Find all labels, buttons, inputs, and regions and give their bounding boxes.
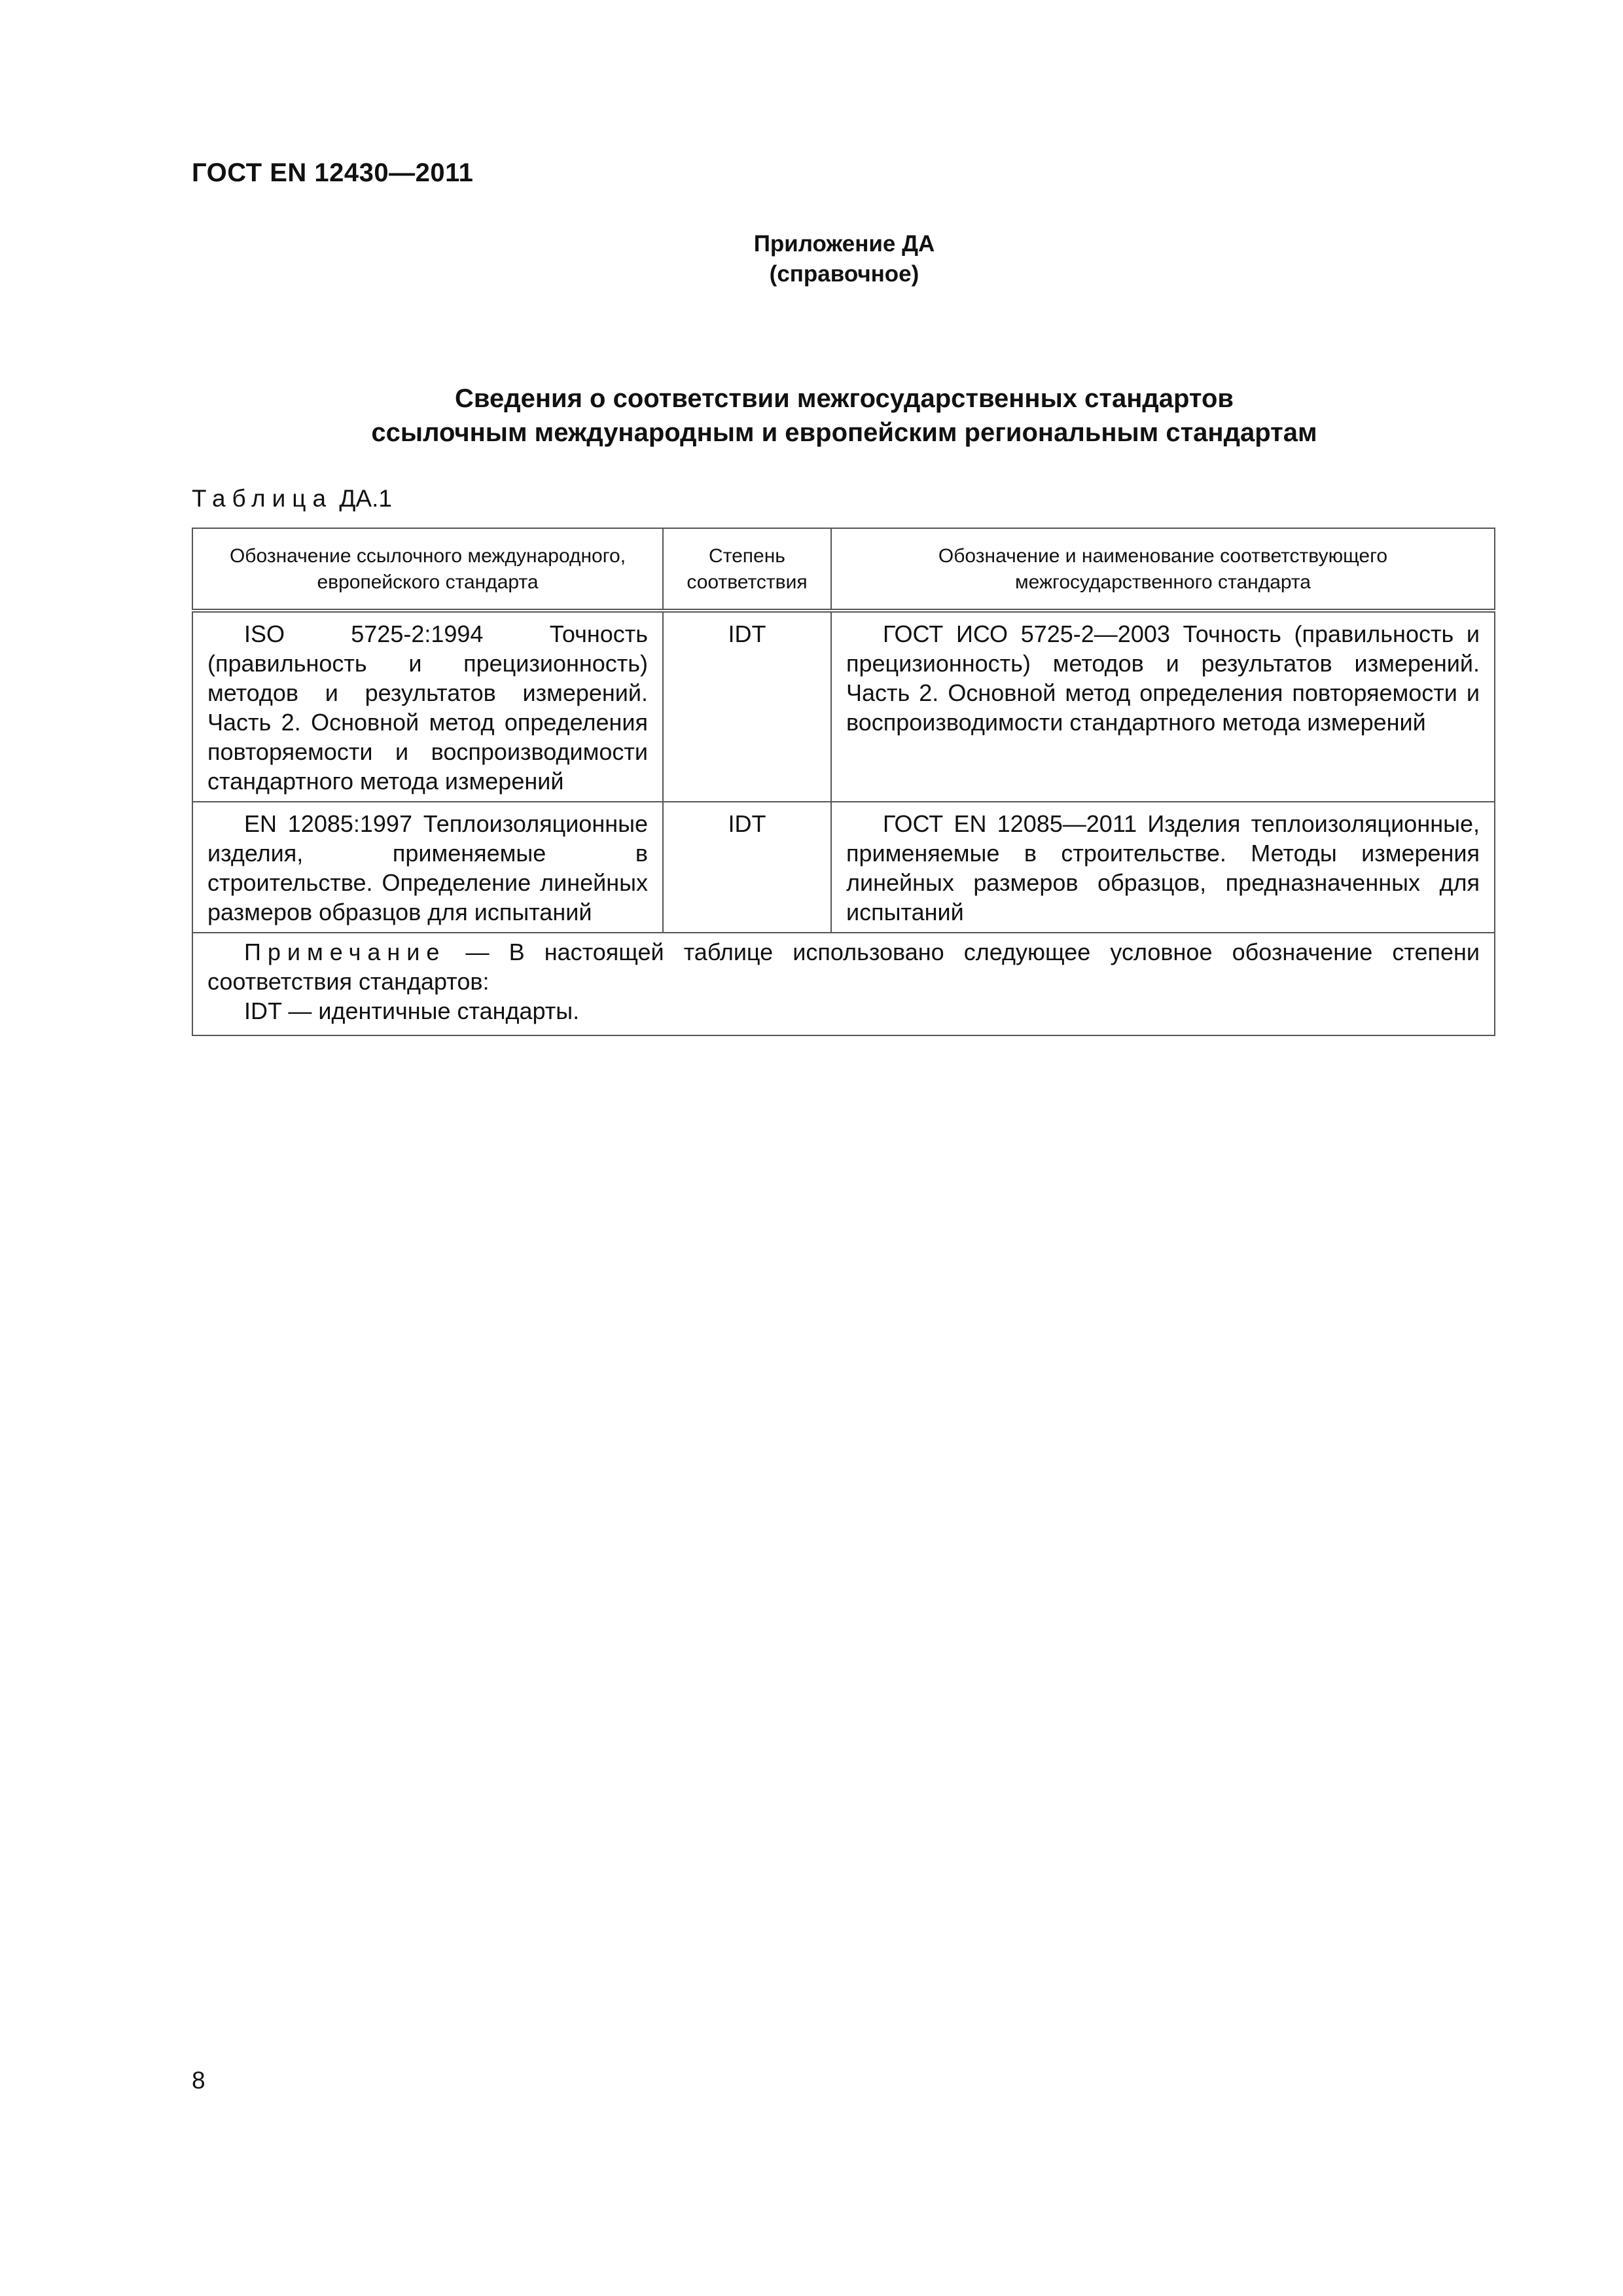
table-header-row [192, 528, 1495, 611]
note-body: — В настоящей таблице использовано следующее условное обозначение степени соответствия стандартов: [207, 939, 1480, 995]
note-item: IDT — идентичные стандарты. [244, 997, 580, 1024]
cell-interstate-standard: ГОСТ ИСО 5725-2—2003 Точность (правильность и прецизионность) методов и результатов измерений. Часть 2. Основной метод определения повторяемости и воспроизводимости стандартного метода измерений [831, 611, 1495, 802]
table-note-row [192, 933, 1495, 1035]
correspondence-table [192, 528, 1495, 1036]
cell-degree: IDT [663, 611, 831, 802]
appendix-title-line-1: Сведения о соответствии межгосударственных стандартов [455, 384, 1234, 413]
cell-reference-standard: ISO 5725-2:1994 Точность (правильность и прецизионность) методов и результатов измерений. Часть 2. Основной метод определения повторяемости и воспроизводимости стандартного метода измерений [192, 611, 663, 802]
table-caption [192, 485, 392, 512]
document-code: ГОСТ EN 12430—2011 [192, 158, 474, 187]
header-degree-of-correspondence: Степень соответствия [663, 528, 831, 611]
table-caption-number: ДА.1 [339, 485, 392, 512]
note-label: Примечание [244, 939, 446, 965]
table-note [192, 933, 1495, 1035]
header-reference-standard: Обозначение ссылочного международного, европейского стандарта [192, 528, 663, 611]
appendix-label: Приложение ДА [753, 231, 935, 257]
header-interstate-standard: Обозначение и наименование соответствующего межгосударственного стандарта [831, 528, 1495, 611]
appendix-type: (справочное) [769, 261, 919, 287]
table-row [192, 611, 1495, 802]
note-text [207, 937, 1480, 996]
table-caption-word: Таблица [192, 485, 333, 512]
appendix-title-line-2: ссылочным международным и европейским региональным стандартам [371, 418, 1317, 447]
cell-interstate-standard: ГОСТ EN 12085—2011 Изделия теплоизоляционные, применяемые в строительстве. Методы измерения линейных размеров образцов, предназначенных для испытаний [831, 802, 1495, 933]
table-row [192, 802, 1495, 933]
page-number: 8 [192, 2067, 205, 2094]
cell-degree: IDT [663, 802, 831, 933]
cell-reference-standard: EN 12085:1997 Теплоизоляционные изделия, применяемые в строительстве. Определение линейных размеров образцов для испытаний [192, 802, 663, 933]
